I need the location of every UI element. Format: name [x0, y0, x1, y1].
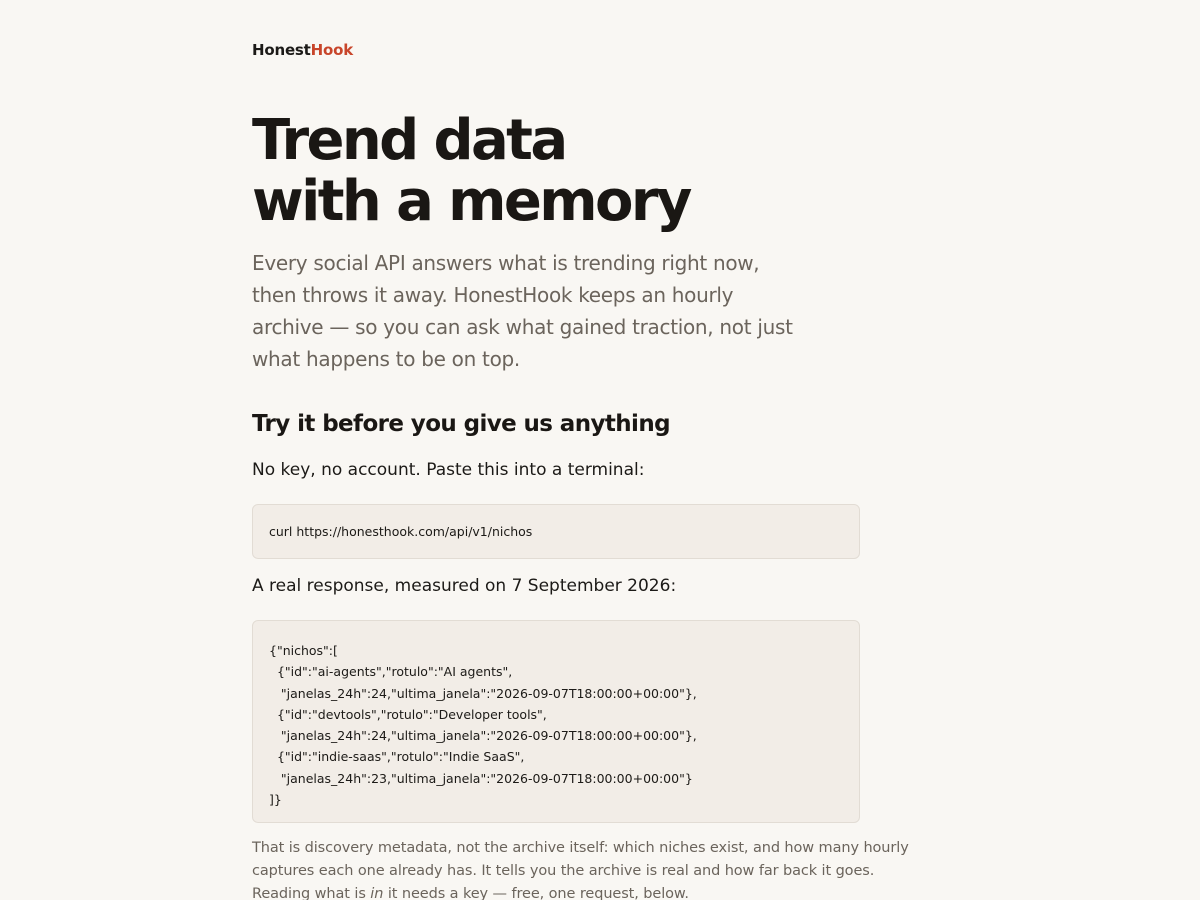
hero-headline [252, 110, 872, 232]
discovery-metadata-note [252, 837, 909, 900]
brand-name-accent: Hook [310, 41, 353, 59]
note-line-3 [252, 883, 852, 900]
json-response-block[interactable] [252, 620, 860, 823]
json-response-line: "janelas_24h":23,"ultima_janela":"2026-09-07T18:00:00+00:00"} [269, 770, 693, 786]
hero-line-2: with a memory [252, 169, 690, 234]
json-response-line: ]} [269, 792, 282, 808]
json-response-line: "janelas_24h":24,"ultima_janela":"2026-09-07T18:00:00+00:00"}, [269, 685, 697, 701]
brand-name-main: Honest [252, 41, 311, 59]
curl-command-text[interactable]: curl https://honesthook.com/api/v1/nichos [269, 524, 533, 539]
note-line-3-end: it needs a key — free, one request, below. [383, 886, 689, 900]
json-response-line: {"id":"devtools","rotulo":"Developer tools", [269, 706, 547, 722]
note-line-3-start: Reading what is [252, 886, 371, 900]
brand-logo[interactable] [252, 41, 353, 59]
json-response-line: {"nichos":[ [269, 643, 338, 658]
hero-line-1: Trend data [252, 108, 566, 173]
note-line-1: That is discovery metadata, not the archive itself: which niches exist, and how many hourly [252, 840, 909, 856]
try-section-title: Try it before you give us anything [252, 411, 670, 437]
response-intro-text: A real response, measured on 7 September 2026: [252, 576, 677, 596]
curl-command-block[interactable] [252, 504, 860, 559]
json-response-line: {"id":"ai-agents","rotulo":"AI agents", [269, 664, 513, 680]
try-intro-text: No key, no account. Paste this into a terminal: [252, 460, 645, 480]
note-line-2: captures each one already has. It tells you the archive is real and how far back it goes. [252, 863, 875, 879]
note-emphasis: in [370, 886, 384, 900]
json-response-line: {"id":"indie-saas","rotulo":"Indie SaaS", [269, 749, 525, 765]
hero-lede: Every social API answers what is trending right now, then throws it away. HonestHook keeps an hourly archive — so you can ask what gained traction, not just what happens to be on top. [252, 251, 793, 371]
json-response-line: "janelas_24h":24,"ultima_janela":"2026-09-07T18:00:00+00:00"}, [269, 728, 697, 744]
